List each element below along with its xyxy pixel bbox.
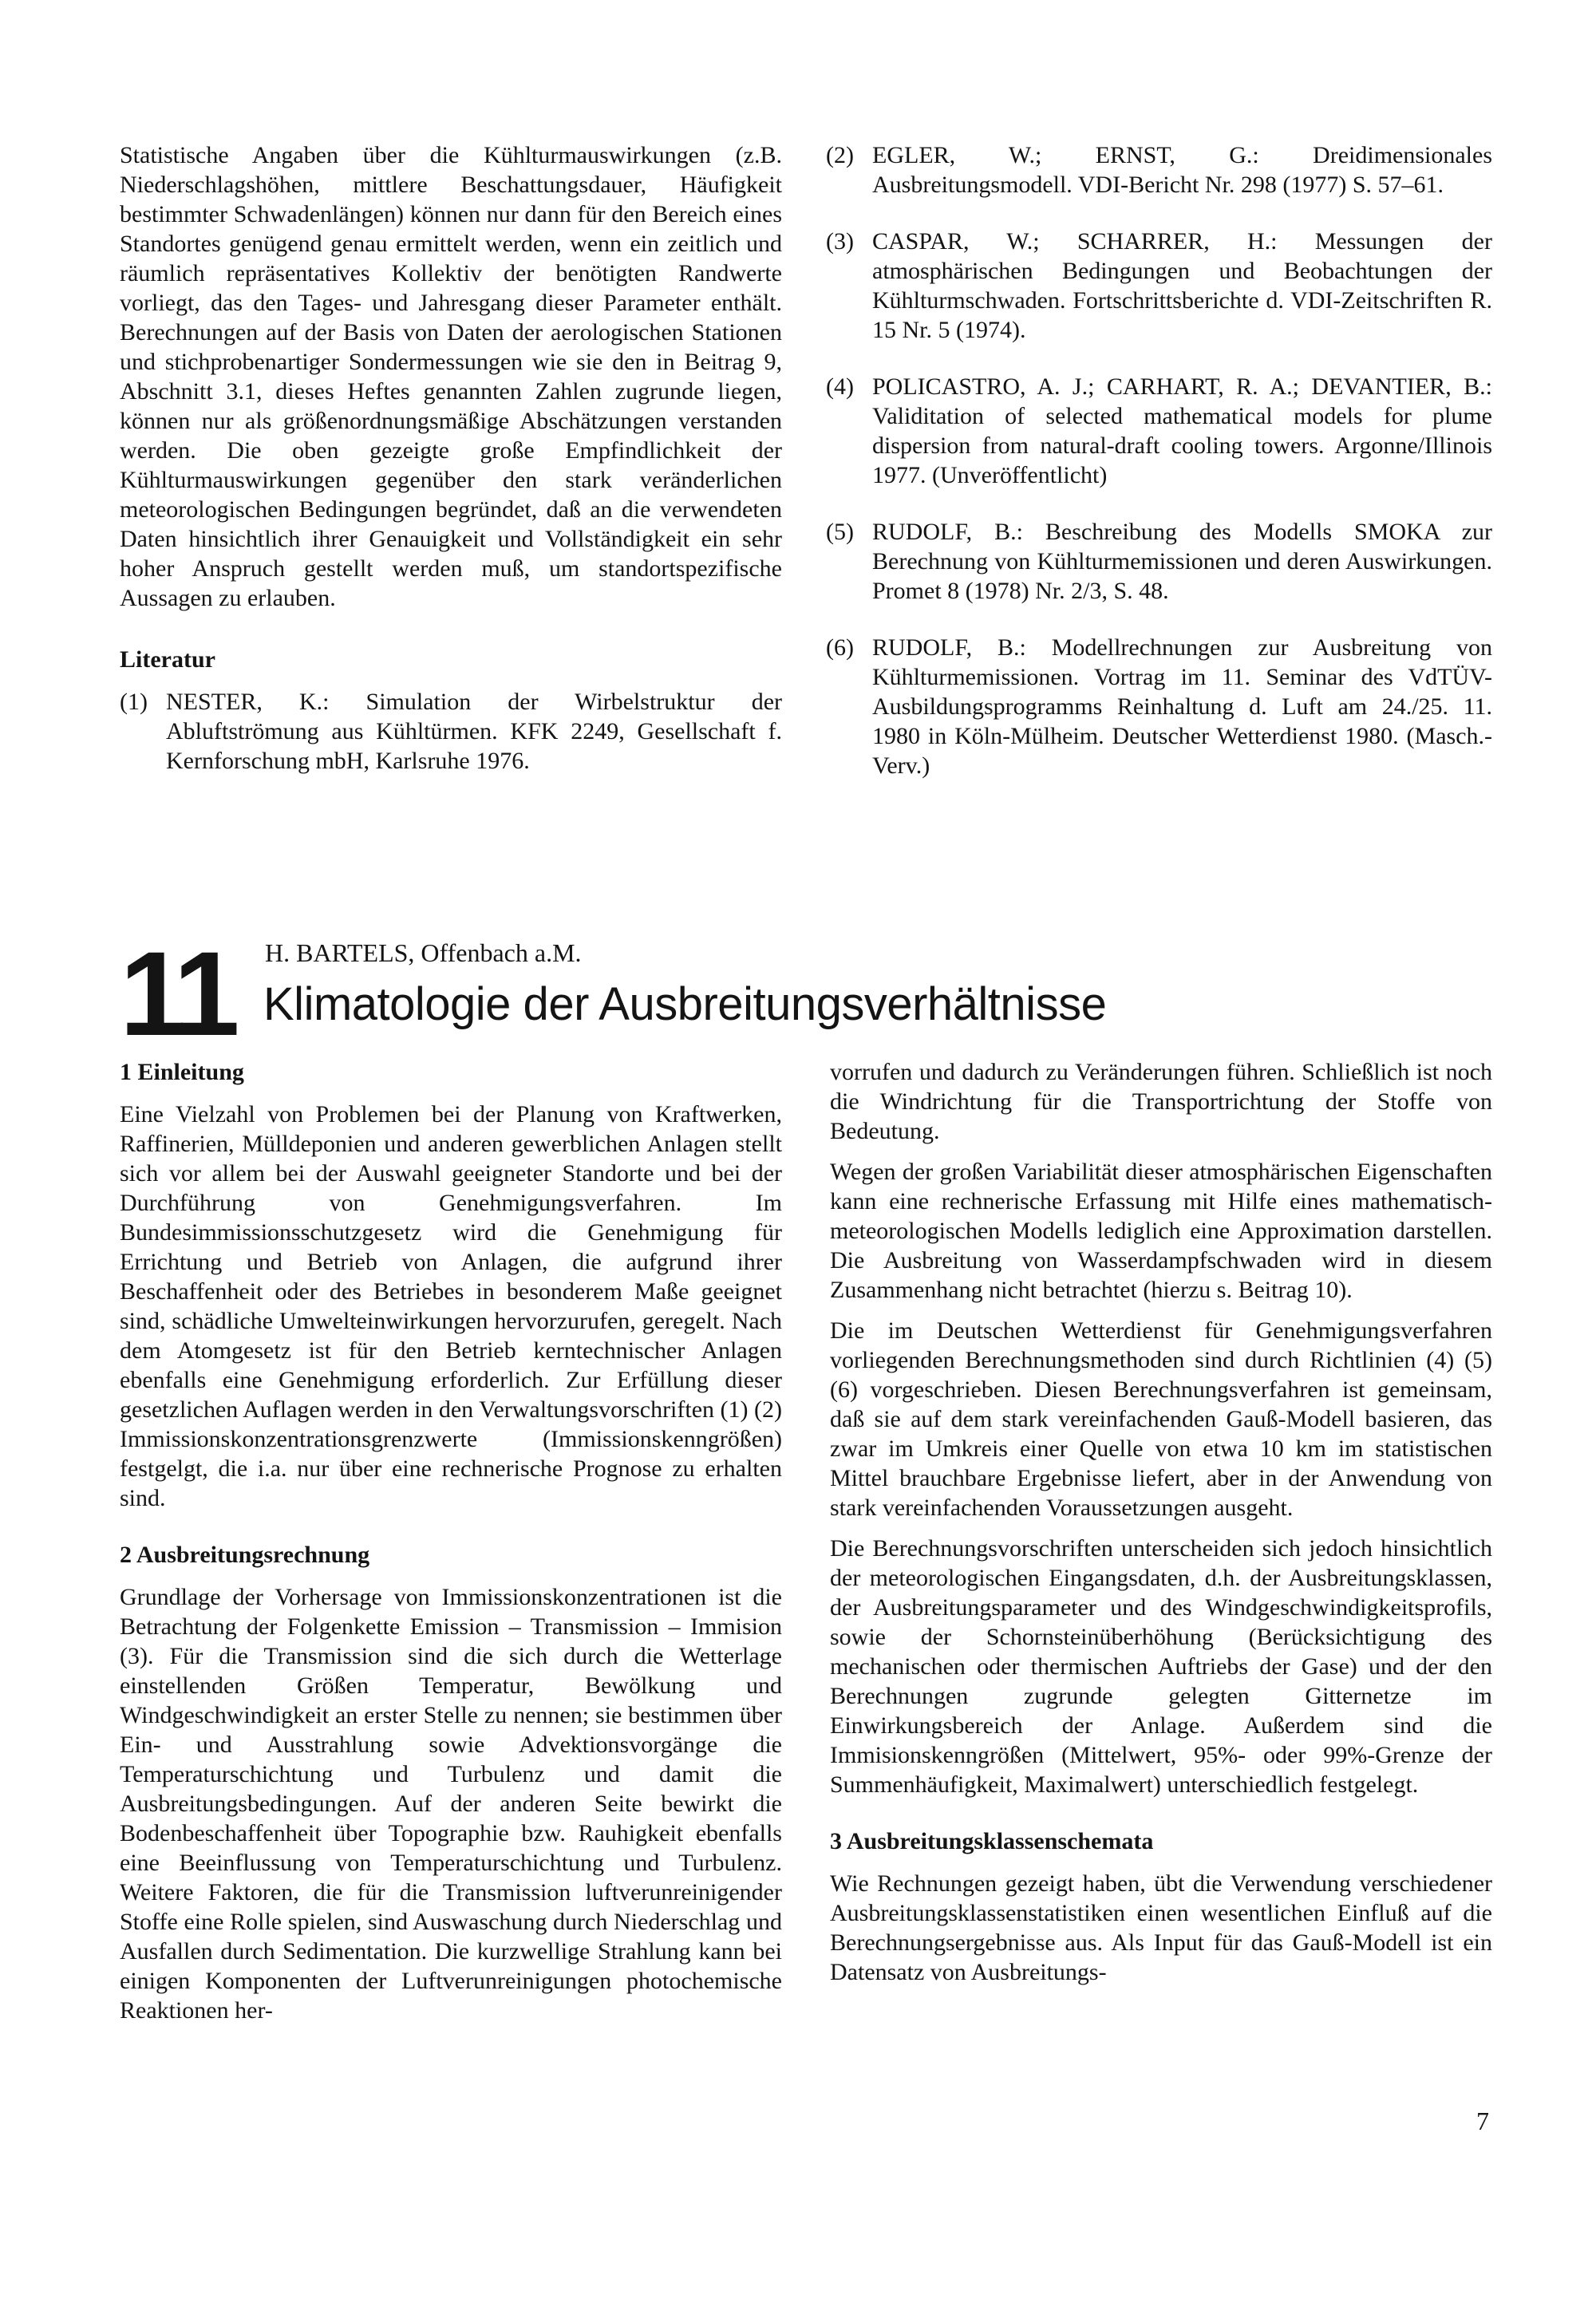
reference-item: [826, 140, 1492, 199]
reference-item: [826, 372, 1492, 490]
reference-item: [826, 633, 1492, 780]
reference-number: (1): [120, 689, 148, 715]
section-1-paragraph: Eine Vielzahl von Problemen bei der Planung von Kraftwerken, Raffinerien, Mülldeponien und anderen gewerblichen Anlagen stellt sich vor allem bei der Auswahl geeigneter Standorte und bei der Durchführung von Genehmigungsverfahren. Im Bundesimmissionsschutzgesetz wird die Genehmigung für Errichtung und Betrieb von Anlagen, die aufgrund ihrer Beschaffenheit oder des Betriebes in besonderem Maße geeignet sind, schädliche Umwelteinwirkungen hervorzurufen, geregelt. Nach dem Atomgesetz ist für den Betrieb kerntechnischer Anlagen ebenfalls eine Genehmigung erforderlich. Zur Erfüllung dieser gesetzlichen Auflagen werden in den Verwaltungsvorschriften (1) (2) Immissionskonzentrationsgrenzwerte (Immissionskenngrößen) festgelgt, die i.a. nur über eine rechnerische Prognose zu erhalten sind.: [120, 1101, 782, 1511]
reference-text: EGLER, W.; ERNST, G.: Dreidimensionales Ausbreitungsmodell. VDI-Bericht Nr. 298 (1977) S. 57–61.: [872, 142, 1492, 198]
section-3-heading: 3 Ausbreitungsklassenschemata: [830, 1828, 1154, 1854]
lower-left-column: [120, 1057, 782, 2036]
reference-text: NESTER, K.: Simulation der Wirbelstruktur der Abluftströmung aus Kühltürmen. KFK 2249, Gesellschaft f. Kernforschung mbH, Karlsruhe 1976.: [166, 689, 782, 774]
reference-item: [826, 517, 1492, 606]
reference-number: (2): [826, 142, 854, 168]
reference-text: RUDOLF, B.: Beschreibung des Modells SMOKA zur Berechnung von Kühlturmemissionen und deren Auswirkungen. Promet 8 (1978) Nr. 2/3, S. 48.: [872, 519, 1492, 604]
section-2-paragraph: Grundlage der Vorhersage von Immissionskonzentrationen ist die Betrachtung der Folgenkette Emission – Transmission – Immision (3). Für die Transmission sind die sich durch die Wetterlage einstellenden Größen Temperatur, Bewölkung und Windgeschwindigkeit an erster Stelle zu nennen; sie bestimmen über Ein- und Ausstrahlung sowie Advektionsvorgänge die Temperaturschichtung und Turbulenz und damit die Ausbreitungsbedingungen. Auf der anderen Seite bewirkt die Bodenbeschaffenheit über Topographie bzw. Rauhigkeit ebenfalls eine Beeinflussung von Temperaturschichtung und Turbulenz. Weitere Faktoren, die für die Transmission luftverunreinigender Stoffe eine Rolle spielen, sind Auswaschung durch Niederschlag und Ausfallen durch Sedimentation. Die kurzwellige Strahlung kann bei einigen Komponenten der Luftverunreinigungen photochemische Reaktionen her-: [120, 1584, 782, 2024]
chapter-number: 11: [120, 926, 234, 1060]
right-paragraph-2: Wegen der großen Variabilität dieser atmosphärischen Eigenschaften kann eine rechnerische Erfassung mit Hilfe eines mathematisch-meteorologischen Modells lediglich eine Approximation darstellen. Die Ausbreitung von Wasserdampfschwaden wird in diesem Zusammenhang nicht betrachtet (hierzu s. Beitrag 10).: [830, 1159, 1492, 1303]
references-right-column: [826, 140, 1492, 808]
section-3-paragraph: Wie Rechnungen gezeigt haben, übt die Verwendung verschiedener Ausbreitungsklassenstatistiken einen wesentlichen Einfluß auf die Berechnungsergebnisse aus. Als Input für das Gauß-Modell ist ein Datensatz von Ausbreitungs-: [830, 1870, 1492, 1985]
reference-number: (5): [826, 519, 854, 545]
top-left-column: [120, 140, 782, 803]
reference-text: RUDOLF, B.: Modellrechnungen zur Ausbreitung von Kühlturmemissionen. Vortrag im 11. Seminar des VdTÜV-Ausbildungsprogramms Reinhaltung d. Luft am 24./25. 11. 1980 in Köln-Mülheim. Deutscher Wetterdienst 1980. (Masch.-Verv.): [872, 634, 1492, 779]
reference-text: CASPAR, W.; SCHARRER, H.: Messungen der atmosphärischen Bedingungen und Beobachtungen der Kühlturmschwaden. Fortschrittsberichte d. VDI-Zeitschriften R. 15 Nr. 5 (1974).: [872, 228, 1492, 343]
reference-number: (4): [826, 373, 854, 400]
chapter-title: Klimatologie der Ausbreitungsverhältnisse: [263, 978, 1107, 1030]
lower-right-column: [830, 1057, 1492, 1998]
reference-text: POLICASTRO, A. J.; CARHART, R. A.; DEVANTIER, B.: Validitation of selected mathematical models for plume dispersion from natural-draft cooling towers. Argonne/Illinois 1977. (Unveröffentlicht): [872, 373, 1492, 488]
section-2-heading: 2 Ausbreitungsrechnung: [120, 1542, 370, 1568]
reference-item: [120, 687, 782, 776]
section-1-heading: 1 Einleitung: [120, 1059, 244, 1085]
reference-number: (6): [826, 634, 854, 661]
reference-item: [826, 227, 1492, 345]
page-number: 7: [1476, 2107, 1489, 2135]
right-paragraph-3: Die im Deutschen Wetterdienst für Genehmigungsverfahren vorliegenden Berechnungsmethoden sind durch Richtlinien (4) (5) (6) vorgeschrieben. Diesen Berechnungsverfahren ist gemeinsam, daß sie auf dem stark vereinfachenden Gauß-Modell basieren, das zwar im Umkreis einer Quelle von etwa 10 km im statistischen Mittel brauchbare Ergebnisse liefert, aber in der Anwendung von stark vereinfachenden Voraussetzungen ausgeht.: [830, 1317, 1492, 1521]
closing-paragraph: Statistische Angaben über die Kühlturmauswirkungen (z.B. Niederschlagshöhen, mittlere Beschattungsdauer, Häufigkeit bestimmter Schwadenlängen) können nur dann für den Bereich eines Standortes genügend genau ermittelt werden, wenn ein zeitlich und räumlich repräsentatives Kollektiv der benötigten Randwerte vorliegt, das den Tages- und Jahresgang dieser Parameter enthält. Berechnungen auf der Basis von Daten der aerologischen Stationen und stichprobenartiger Sondermessungen wie sie den in Beitrag 9, Abschnitt 3.1, dieses Heftes genannten Zahlen zugrunde liegen, können nur als größenordnungsmäßige Abschätzungen verstanden werden. Die oben gezeigte große Empfindlichkeit der Kühlturmauswirkungen gegenüber den stark veränderlichen meteorologischen Bedingungen begründet, daß an die verwendeten Daten hinsichtlich ihrer Genauigkeit und Vollständigkeit ein sehr hoher Anspruch gestellt werden muß, um standortspezifische Aussagen zu erlauben.: [120, 142, 782, 611]
literatur-heading: Literatur: [120, 646, 215, 673]
reference-number: (3): [826, 228, 854, 255]
right-paragraph-1: vorrufen und dadurch zu Veränderungen führen. Schließlich ist noch die Windrichtung für die Transportrichtung der Stoffe von Bedeutung.: [830, 1059, 1492, 1144]
chapter-author: H. BARTELS, Offenbach a.M.: [265, 938, 582, 967]
right-paragraph-4: Die Berechnungsvorschriften unterscheiden sich jedoch hinsichtlich der meteorologischen Eingangsdaten, d.h. der Ausbreitungsklassen, der Ausbreitungsparameter und des Windgeschwindigkeitsprofils, sowie der Schornsteinüberhöhung (Berücksichtigung des mechanischen oder thermischen Auftriebs der Gase) und der den Berechnungen zugrunde gelegten Gitternetze im Einwirkungsbereich der Anlage. Außerdem sind die Immisionskenngrößen (Mittelwert, 95%- oder 99%-Grenze der Summenhäufigkeit, Maximalwert) unterschiedlich festgelegt.: [830, 1535, 1492, 1798]
